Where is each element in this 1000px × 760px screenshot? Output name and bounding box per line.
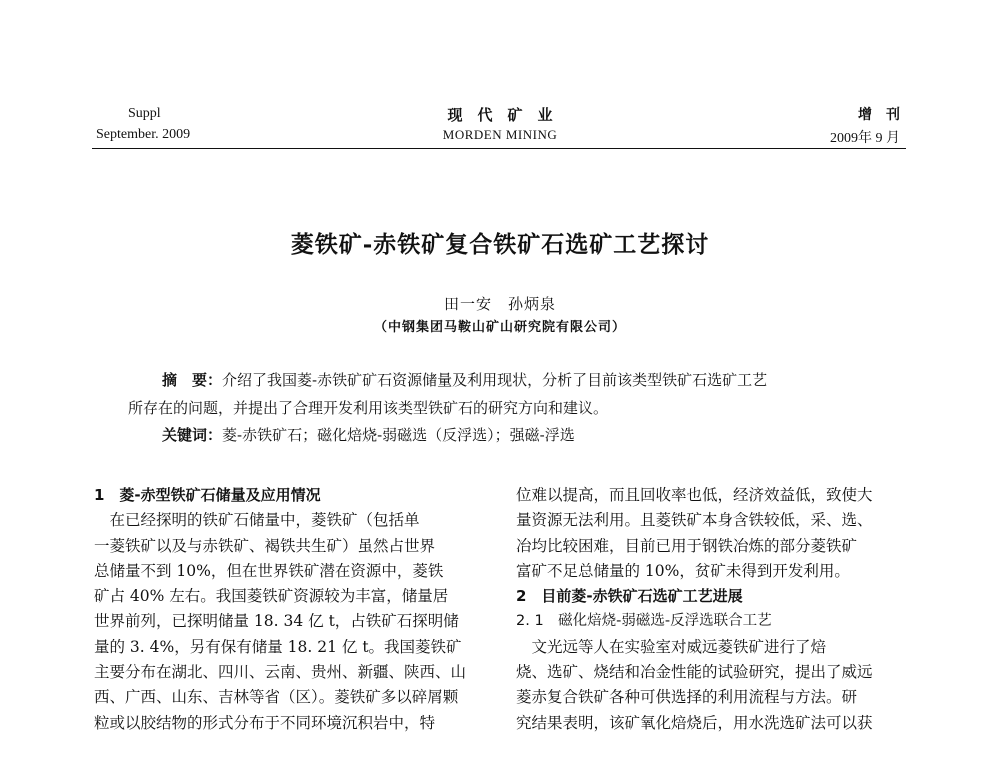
abstract-label: 摘 要： xyxy=(162,371,223,389)
keywords-line xyxy=(162,424,575,445)
right-column xyxy=(516,483,873,736)
abstract-text-1: 介绍了我国菱-赤铁矿矿石资源储量及利用现状，分析了目前该类型铁矿石选矿工艺 xyxy=(222,371,768,389)
body-line: 世界前列，已探明储量 18. 34 亿 t，占铁矿石探明储 xyxy=(94,612,459,631)
body-line: 烧、选矿、烧结和冶金性能的试验研究，提出了威远 xyxy=(516,663,873,682)
body-line: 量的 3. 4%，另有保有储量 18. 21 亿 t。我国菱铁矿 xyxy=(94,637,462,656)
journal-date-cn: 2009年 9 月 xyxy=(830,131,900,146)
body-line: 究结果表明，该矿氧化焙烧后，用水洗选矿法可以获 xyxy=(516,713,873,732)
subsection-2-1-heading: 2. 1 磁化焙烧-弱磁选-反浮选联合工艺 xyxy=(516,613,772,630)
abstract-line-1 xyxy=(162,369,767,390)
header-rule xyxy=(92,148,906,149)
section-2-heading: 2 目前菱-赤铁矿石选矿工艺进展 xyxy=(516,587,743,606)
body-line: 矿占 40% 左右。我国菱铁矿资源较为丰富，储量居 xyxy=(94,587,449,606)
body-line: 粒或以胶结物的形式分布于不同环境沉积岩中，特 xyxy=(94,713,436,732)
journal-date-en: September. 2009 xyxy=(96,127,191,142)
body-line: 菱赤复合铁矿各种可供选择的利用流程与方法。研 xyxy=(516,688,858,707)
body-line: 文光远等人在实验室对威远菱铁矿进行了焙 xyxy=(516,637,827,656)
article-title: 菱铁矿-赤铁矿复合铁矿石选矿工艺探讨 xyxy=(290,231,710,258)
keywords-text: 菱-赤铁矿石；磁化焙烧-弱磁选（反浮选）；强磁-浮选 xyxy=(222,426,575,444)
journal-supplement-cn: 增 刊 xyxy=(858,108,900,123)
keywords-label: 关键词： xyxy=(162,426,223,444)
body-line: 西、广西、山东、吉林等省（区）。菱铁矿多以碎屑颗 xyxy=(94,688,459,707)
body-line: 位难以提高，而且回收率也低，经济效益低，致使大 xyxy=(516,486,873,504)
journal-name-en: MORDEN MINING xyxy=(442,127,558,142)
body-line: 富矿不足总储量的 10%，贫矿未得到开发利用。 xyxy=(516,561,850,580)
body-line: 在已经探明的铁矿石储量中，菱铁矿（包括单 xyxy=(94,511,420,530)
journal-supplement-label: Suppl xyxy=(128,106,161,121)
abstract-text-2: 所存在的问题，并提出了合理开发利用该类型铁矿石的研究方向和建议。 xyxy=(128,399,609,417)
article-affiliation: （中钢集团马鞍山矿山研究院有限公司） xyxy=(373,320,626,335)
body-line: 冶均比较困难，目前已用于钢铁冶炼的部分菱铁矿 xyxy=(516,536,858,555)
body-line: 一菱铁矿以及与赤铁矿、褐铁共生矿）虽然占世界 xyxy=(94,536,436,555)
body-line: 主要分布在湖北、四川、云南、贵州、新疆、陕西、山 xyxy=(94,663,467,682)
body-line: 总储量不到 10%，但在世界铁矿潜在资源中，菱铁 xyxy=(94,561,444,580)
body-line: 量资源无法利用。且菱铁矿本身含铁较低，采、选、 xyxy=(516,511,873,530)
article-authors: 田一安 孙炳泉 xyxy=(443,295,556,313)
journal-name-cn: 现 代 矿 业 xyxy=(447,108,553,124)
section-1-heading: 1 菱-赤型铁矿石储量及应用情况 xyxy=(94,486,321,504)
left-column xyxy=(94,483,466,736)
